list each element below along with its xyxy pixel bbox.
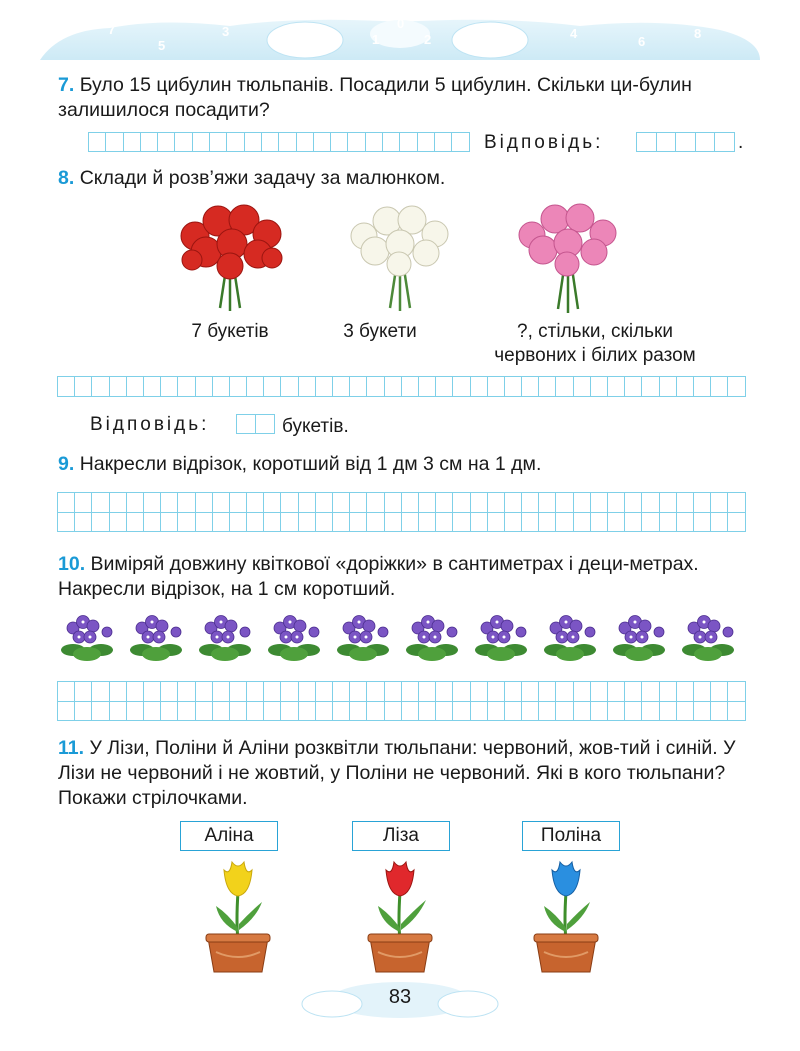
pink-roses-bouquet: [510, 193, 625, 318]
task-7: [58, 73, 748, 123]
tulip-yellow-pot[interactable]: [198, 852, 278, 974]
name-box-liza[interactable]: Ліза: [352, 821, 450, 851]
header-digit: 0: [397, 16, 405, 31]
flower-path: [55, 610, 745, 668]
drawing-grid-10[interactable]: [57, 681, 746, 721]
task-text: Було 15 цибулин тюльпанів. Посадили 5 цибулин. Скільки ци-булин залишилося посадити?: [58, 74, 692, 121]
task-9: [58, 452, 748, 477]
name-box-polina[interactable]: Поліна: [522, 821, 620, 851]
header-digit: 3: [222, 24, 230, 39]
answer-label-7: Відповідь:: [484, 132, 604, 153]
task-text: Виміряй довжину квіткової «доріжки» в сантиметрах і деци-метрах. Накресли відрізок, на 1 см коротший.: [58, 553, 699, 600]
drawing-grid-9[interactable]: [57, 492, 746, 532]
task-number: 8.: [58, 167, 75, 189]
task-number: 9.: [58, 453, 75, 475]
header-digit: 4: [570, 26, 578, 41]
header-digit: 5: [158, 38, 166, 53]
caption-pink-line1: ?, стільки, скільки: [517, 321, 673, 342]
header-digit: 6: [638, 34, 646, 49]
task-number: 10.: [58, 553, 86, 575]
tulip-blue-pot[interactable]: [526, 852, 606, 974]
solution-grid-7[interactable]: [88, 132, 470, 152]
answer-unit-8: букетів.: [282, 416, 349, 437]
task-text: У Лізи, Поліни й Аліни розквітли тюльпани: червоний, жов-тий і синій. У Лізи не червоний і не жовтий, у Поліни не червоний. Які в кого тюльпани? Покажи стрілочками.: [58, 737, 736, 809]
task-text: Накресли відрізок, коротший від 1 дм 3 см на 1 дм.: [79, 453, 542, 475]
task-text: Склади й розв’яжи задачу за малюнком.: [79, 167, 446, 189]
solution-grid-8[interactable]: [57, 376, 746, 397]
answer-end-7: .: [738, 132, 744, 153]
caption-pink-line2: червоних і білих разом: [494, 345, 696, 366]
caption-white: 3 букети: [343, 321, 417, 342]
header-digit: 2: [424, 32, 432, 47]
red-roses-bouquet: [170, 196, 290, 316]
caption-red: 7 букетів: [191, 321, 269, 342]
task-8: [58, 166, 748, 191]
header-digit: 7: [108, 22, 116, 37]
task-number: 7.: [58, 74, 75, 96]
task-number: 11.: [58, 737, 85, 759]
tulip-red-pot[interactable]: [360, 852, 440, 974]
white-roses-bouquet: [342, 196, 457, 316]
answer-cells-8[interactable]: [236, 414, 275, 434]
name-box-alina[interactable]: Аліна: [180, 821, 278, 851]
task-10: [58, 552, 748, 602]
page-number: 83: [388, 986, 412, 1008]
answer-label-8: Відповідь:: [90, 414, 210, 435]
task-11: [58, 736, 748, 811]
header-digit: 8: [694, 26, 702, 41]
header-clouds: [0, 0, 800, 70]
header-digit: 1: [372, 32, 380, 47]
answer-cells-7[interactable]: [636, 132, 735, 152]
